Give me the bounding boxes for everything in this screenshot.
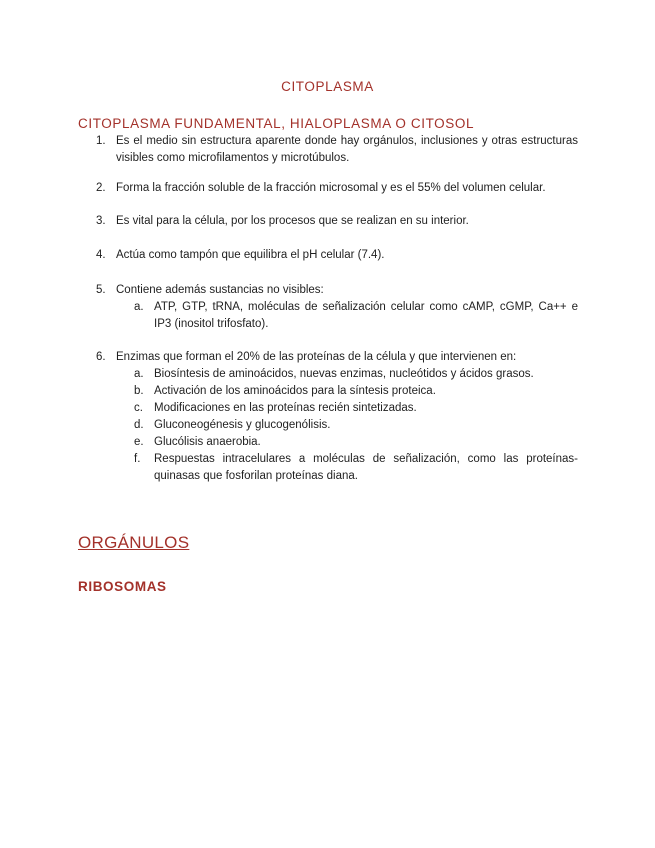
list-item-6 xyxy=(78,349,578,485)
list-number: 4. xyxy=(96,249,106,261)
sub-list-text: Modificaciones en las proteínas recién sintetizadas. xyxy=(154,402,417,414)
sub-list-letter: e. xyxy=(134,436,144,448)
sub-list-item xyxy=(78,299,578,333)
sub-list-item xyxy=(78,434,578,451)
list-number: 2. xyxy=(96,182,106,194)
sub-list-text: Glucólisis anaerobia. xyxy=(154,436,261,448)
list-text: Forma la fracción soluble de la fracción microsomal y es el 55% del volumen celular. xyxy=(116,182,546,194)
sub-list-text: Gluconeogénesis y glucogenólisis. xyxy=(154,419,331,431)
sub-list-text: Respuestas intracelulares a moléculas de señalización, como las proteínas-quinasas que fosforilan proteínas diana. xyxy=(154,453,578,482)
sub-list-text: Biosíntesis de aminoácidos, nuevas enzimas, nucleótidos y ácidos grasos. xyxy=(154,368,534,380)
list-item-2 xyxy=(78,180,578,197)
sub-list-text: ATP, GTP, tRNA, moléculas de señalización celular como cAMP, cGMP, Ca++ e IP3 (inositol trifosfato). xyxy=(154,301,578,330)
list-number: 3. xyxy=(96,215,106,227)
sub-list-item xyxy=(78,451,578,485)
sub-list-letter: d. xyxy=(134,419,144,431)
sub-list-letter: a. xyxy=(134,368,144,380)
sub-list-item xyxy=(78,366,578,383)
list-number: 5. xyxy=(96,284,106,296)
page-title: CITOPLASMA xyxy=(281,79,374,94)
list-item-1 xyxy=(78,133,578,167)
list-item-3 xyxy=(78,213,578,230)
sub-list-item xyxy=(78,400,578,417)
sub-list-letter: f. xyxy=(134,453,141,465)
list-number: 1. xyxy=(96,135,106,147)
sub-list-text: Activación de los aminoácidos para la síntesis proteica. xyxy=(154,385,436,397)
sub-list-letter: b. xyxy=(134,385,144,397)
list-text: Enzimas que forman el 20% de las proteínas de la célula y que intervienen en: xyxy=(116,351,517,363)
sub-list-letter: a. xyxy=(134,301,144,313)
list-text: Es vital para la célula, por los procesos que se realizan en su interior. xyxy=(116,215,469,227)
ribosomas-heading: RIBOSOMAS xyxy=(78,579,167,594)
list-item-5 xyxy=(78,282,578,333)
organulos-heading: ORGÁNULOS xyxy=(78,533,190,552)
list-text: Contiene además sustancias no visibles: xyxy=(116,284,324,296)
section-heading: CITOPLASMA FUNDAMENTAL, HIALOPLASMA O CITOSOL xyxy=(78,116,475,131)
list-text: Es el medio sin estructura aparente donde hay orgánulos, inclusiones y otras estructuras visibles como microfilamentos y microtúbulos. xyxy=(116,135,578,164)
sub-list-item xyxy=(78,383,578,400)
list-text: Actúa como tampón que equilibra el pH celular (7.4). xyxy=(116,249,385,261)
sub-list-letter: c. xyxy=(134,402,143,414)
list-item-4 xyxy=(78,247,578,264)
list-number: 6. xyxy=(96,351,106,363)
sub-list-item xyxy=(78,417,578,434)
